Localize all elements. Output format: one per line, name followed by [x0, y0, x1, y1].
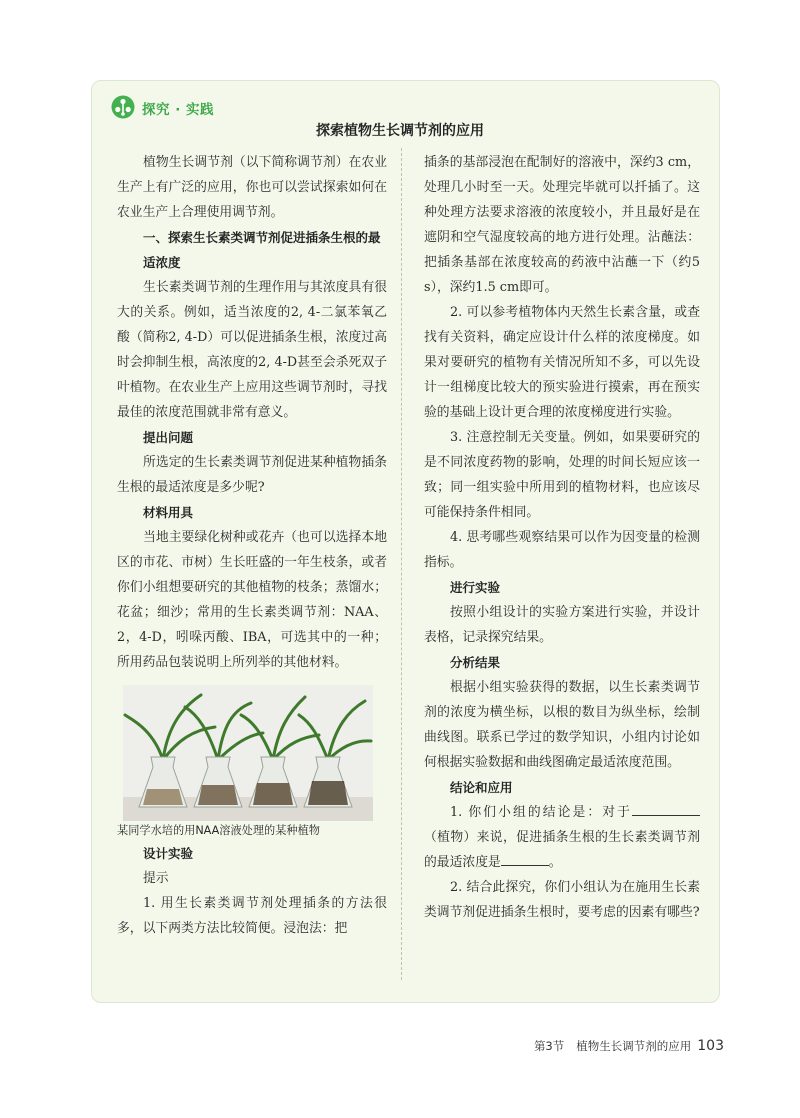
footer-chapter-title: 植物生长调节剂的应用 [576, 1039, 692, 1053]
footer-section: 第3节 [533, 1039, 565, 1053]
column-divider [401, 148, 402, 980]
question-heading: 提出问题 [143, 430, 194, 445]
page-number: 103 [697, 1038, 724, 1054]
conclusion1-part-a: 1. 你们小组的结论是：对于 [450, 805, 632, 820]
materials-heading: 材料用具 [143, 505, 194, 520]
analysis-heading: 分析结果 [450, 655, 501, 670]
page-footer [534, 1038, 724, 1054]
conclusion1-paragraph [424, 800, 700, 875]
hint2-paragraph: 2. 可以参考植物体内天然生长素含量，或查找有关资料，确定应设计什么样的浓度梯度。如果对要研究的植物有关情况所知不多，可以先设计一组梯度比较大的预实验进行摸索，再在预实验的基础上设计更合理的浓度梯度进行实验。 [424, 305, 700, 420]
photo-caption: 某同学水培的用NAA溶液处理的某种植物 [117, 824, 320, 837]
plant-name-blank[interactable] [632, 801, 700, 816]
section1-heading: 一、探索生长素类调节剂促进插条生根的最适浓度 [143, 230, 381, 270]
hint3-paragraph: 3. 注意控制无关变量。例如，如果要研究的是不同浓度药物的影响，处理的时间长短应该一致；同一组实验中所用到的植物材料，也应该尽可能保持条件相同。 [424, 430, 700, 520]
hint-label: 提示 [143, 871, 169, 886]
materials-text: 当地主要绿化树种或花卉（也可以选择本地区的市花、市树）生长旺盛的一年生枝条，或者你们小组想要研究的其他植物的枝条；蒸馏水；花盆；细沙；常用的生长素类调节剂：NAA、2，4-D，吲哚丙酸、IBA，可选其中的一种；所用药品包装说明上所列举的其他材料。 [117, 530, 387, 670]
page-title: 探索植物生长调节剂的应用 [316, 123, 484, 139]
plant-cuttings-photo [123, 685, 373, 821]
optimal-concentration-blank[interactable] [501, 851, 549, 866]
experiment-heading: 进行实验 [450, 580, 501, 595]
design-heading: 设计实验 [143, 846, 194, 861]
hint1-continuation: 插条的基部浸泡在配制好的溶液中，深约3 cm，处理几小时至一天。处理完毕就可以扦插了。这种处理方法要求溶液的浓度较小，并且最好是在遮阴和空气湿度较高的地方进行处理。沾蘸法：把插条基部在浓度较高的药液中沾蘸一下（约5 s），深约1.5 cm即可。 [424, 155, 700, 295]
hint1-paragraph: 1. 用生长素类调节剂处理插条的方法很多，以下两类方法比较简便。浸泡法：把 [117, 896, 387, 936]
conclusion1-part-b: （植物）来说，促进插条生根的生长素类调节剂的最适浓度是 [424, 830, 700, 870]
analysis-text: 根据小组实验获得的数据，以生长素类调节剂的浓度为横坐标，以根的数目为纵坐标，绘制曲线图。联系已学过的数学知识，小组内讨论如何根据实验数据和曲线图确定最适浓度范围。 [424, 680, 700, 770]
experiment-text: 按照小组设计的实验方案进行实验，并设计表格，记录探究结果。 [424, 605, 700, 645]
flask-molecule-icon [111, 95, 135, 119]
conclusion-heading: 结论和应用 [450, 780, 513, 795]
conclusion2-paragraph: 2. 结合此探究，你们小组认为在施用生长素类调节剂促进插条生根时，要考虑的因素有哪些? [424, 880, 700, 920]
left-column [117, 150, 387, 941]
right-column [424, 150, 700, 925]
intro-paragraph: 植物生长调节剂（以下简称调节剂）在农业生产上有广泛的应用，你也可以尝试探索如何在农业生产上合理使用调节剂。 [117, 155, 387, 220]
activity-badge-label: 探究 · 实践 [142, 102, 215, 118]
conclusion1-part-c: 。 [548, 855, 562, 870]
section1-paragraph: 生长素类调节剂的生理作用与其浓度具有很大的关系。例如，适当浓度的2, 4-二氯苯氧乙酸（简称2, 4-D）可以促进插条生根，浓度过高时会抑制生根，高浓度的2, 4-D甚至会杀死双子叶植物。在农业生产上应用这些调节剂时，寻找最佳的浓度范围就非常有意义。 [117, 280, 387, 420]
question-text: 所选定的生长素类调节剂促进某种植物插条生根的最适浓度是多少呢? [117, 455, 387, 495]
hint4-paragraph: 4. 思考哪些观察结果可以作为因变量的检测指标。 [424, 530, 700, 570]
